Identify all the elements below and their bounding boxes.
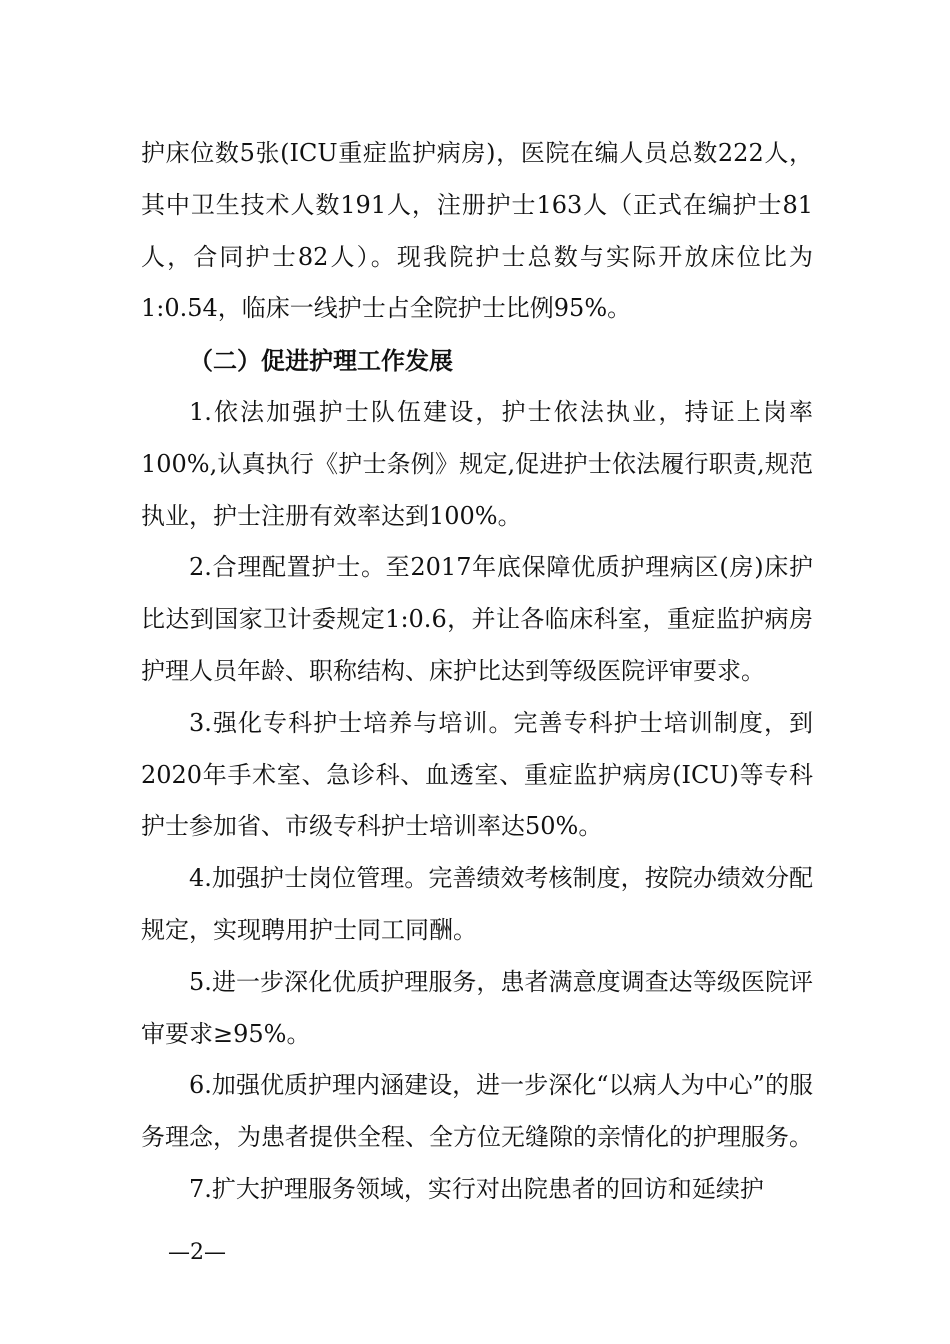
paragraph-item-2: 2.合理配置护士。至2017年底保障优质护理病区(房)床护比达到国家卫计委规定1:0.6，并让各临床科室，重症监护病房护理人员年龄、职称结构、床护比达到等级医院评审要求。 [141, 553, 813, 685]
section-heading-nursing-development: （二）促进护理工作发展 [189, 346, 453, 376]
paragraph-item-3: 3.强化专科护士培养与培训。完善专科护士培训制度，到2020年手术室、急诊科、血透室、重症监护病房(ICU)等专科护士参加省、市级专科护士培训率达50%。 [141, 708, 813, 841]
paragraph-item-5: 5.进一步深化优质护理服务，患者满意度调查达等级医院评审要求≥95%。 [141, 967, 813, 1048]
paragraph-bed-and-staff-statistics: 护床位数5张(ICU重症监护病房)，医院在编人员总数222人，其中卫生技术人数191人，注册护士163人（正式在编护士81人，合同护士82人）。现我院护士总数与实际开放床位比为1:0.54，临床一线护士占全院护士比例95%。 [141, 139, 813, 323]
paragraph-item-6: 6.加强优质护理内涵建设，进一步深化“以病人为中心”的服务理念，为患者提供全程、全方位无缝隙的亲情化的护理服务。 [141, 1071, 813, 1152]
paragraph-item-4: 4.加强护士岗位管理。完善绩效考核制度，按院办绩效分配规定，实现聘用护士同工同酬。 [141, 864, 813, 944]
paragraph-item-7: 7.扩大护理服务领域，实行对出院患者的回访和延续护 [189, 1174, 764, 1203]
document-body [141, 128, 813, 1216]
paragraph-item-1: 1.依法加强护士队伍建设，护士依法执业，持证上岗率100%,认真执行《护士条例》规定,促进护士依法履行职责,规范执业，护士注册有效率达到100%。 [141, 397, 813, 530]
page-number: —2— [168, 1240, 226, 1265]
